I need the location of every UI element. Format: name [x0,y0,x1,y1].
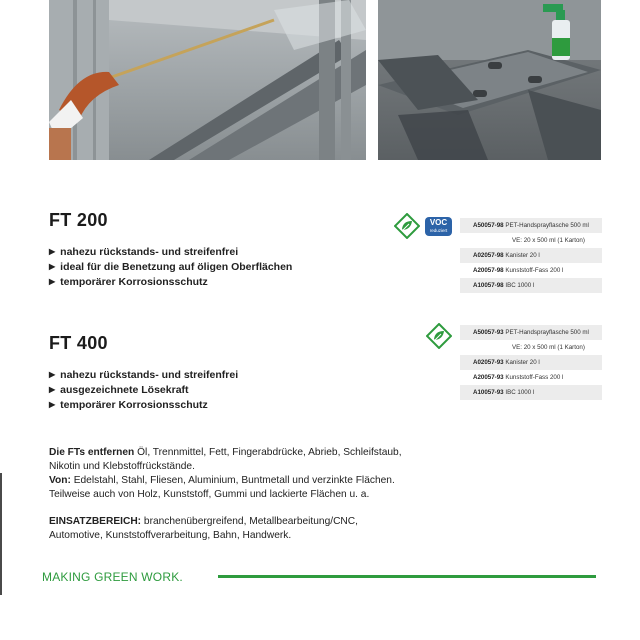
order-row: A10057-98 IBC 1000 l [460,278,602,293]
product-ft200 [49,210,292,290]
triangle-bullet-icon: ▶ [49,385,56,394]
eco-leaf-badge-icon [426,323,452,349]
workbench-illustration [378,0,601,160]
photo-spray-lance [49,0,366,160]
feature-item: ▶ temporärer Korrosionsschutz [49,399,208,411]
desc-line: Automotive, Kunststoffverarbeitung, Bahn, Handwerk. [49,530,292,541]
feature-item: ▶ ideal für die Benetzung auf öligen Oberflächen [49,261,293,273]
order-row: A02057-93 Kanister 20 l [460,355,602,370]
feature-list [49,368,238,413]
triangle-bullet-icon: ▶ [49,277,56,286]
product-title: FT 400 [49,333,108,353]
feature-list [49,245,292,290]
application-area [49,515,429,543]
order-row-packaging: VE: 20 x 500 ml (1 Karton) [512,344,585,351]
feature-item: ▶ temporärer Korrosionsschutz [49,276,208,288]
desc-line: Die FTs entfernen Öl, Trennmittel, Fett, Fingerabdrücke, Abrieb, Schleifstaub, [49,447,402,458]
desc-line: Von: Edelstahl, Stahl, Fliesen, Aluminium, Buntmetall und verzinkte Flächen. [49,475,395,486]
desc-line: Teilweise auch von Holz, Kunststoff, Gummi und lackierte Flächen u. a. [49,489,370,500]
eco-leaf-badge-icon [394,213,420,239]
spray-lance-illustration [49,0,366,160]
left-margin-bar [0,473,2,595]
voc-reduced-badge: VOC reduziert [425,217,452,236]
order-table-ft400 [460,325,602,400]
triangle-bullet-icon: ▶ [49,370,56,379]
order-row: A20057-98 Kunststoff-Fass 200 l [473,267,564,274]
removal-description [49,446,429,502]
order-row-packaging: VE: 20 x 500 ml (1 Karton) [512,237,585,244]
footer-green-line [218,575,596,578]
photo-spray-bottle-workbench [378,0,601,160]
triangle-bullet-icon: ▶ [49,247,56,256]
order-row: A20057-93 Kunststoff-Fass 200 l [473,374,564,381]
order-row: A50057-93 PET-Handsprayflasche 500 ml [460,325,602,340]
product-title: FT 200 [49,210,108,230]
desc-line: EINSATZBEREICH: branchenübergreifend, Metallbearbeitung/CNC, [49,516,358,527]
triangle-bullet-icon: ▶ [49,262,56,271]
product-ft400 [49,333,238,413]
feature-item: ▶ nahezu rückstands- und streifenfrei [49,369,239,381]
feature-item: ▶ nahezu rückstands- und streifenfrei [49,246,239,258]
order-row: A10057-93 IBC 1000 l [460,385,602,400]
order-row: A02057-98 Kanister 20 l [460,248,602,263]
order-row: A50057-98 PET-Handsprayflasche 500 ml [460,218,602,233]
desc-line: Nikotin und Klebstoffrückstände. [49,461,195,472]
feature-item: ▶ ausgezeichnete Lösekraft [49,384,189,396]
footer-slogan: MAKING GREEN WORK. [42,570,183,584]
order-table-ft200 [460,218,602,293]
triangle-bullet-icon: ▶ [49,400,56,409]
